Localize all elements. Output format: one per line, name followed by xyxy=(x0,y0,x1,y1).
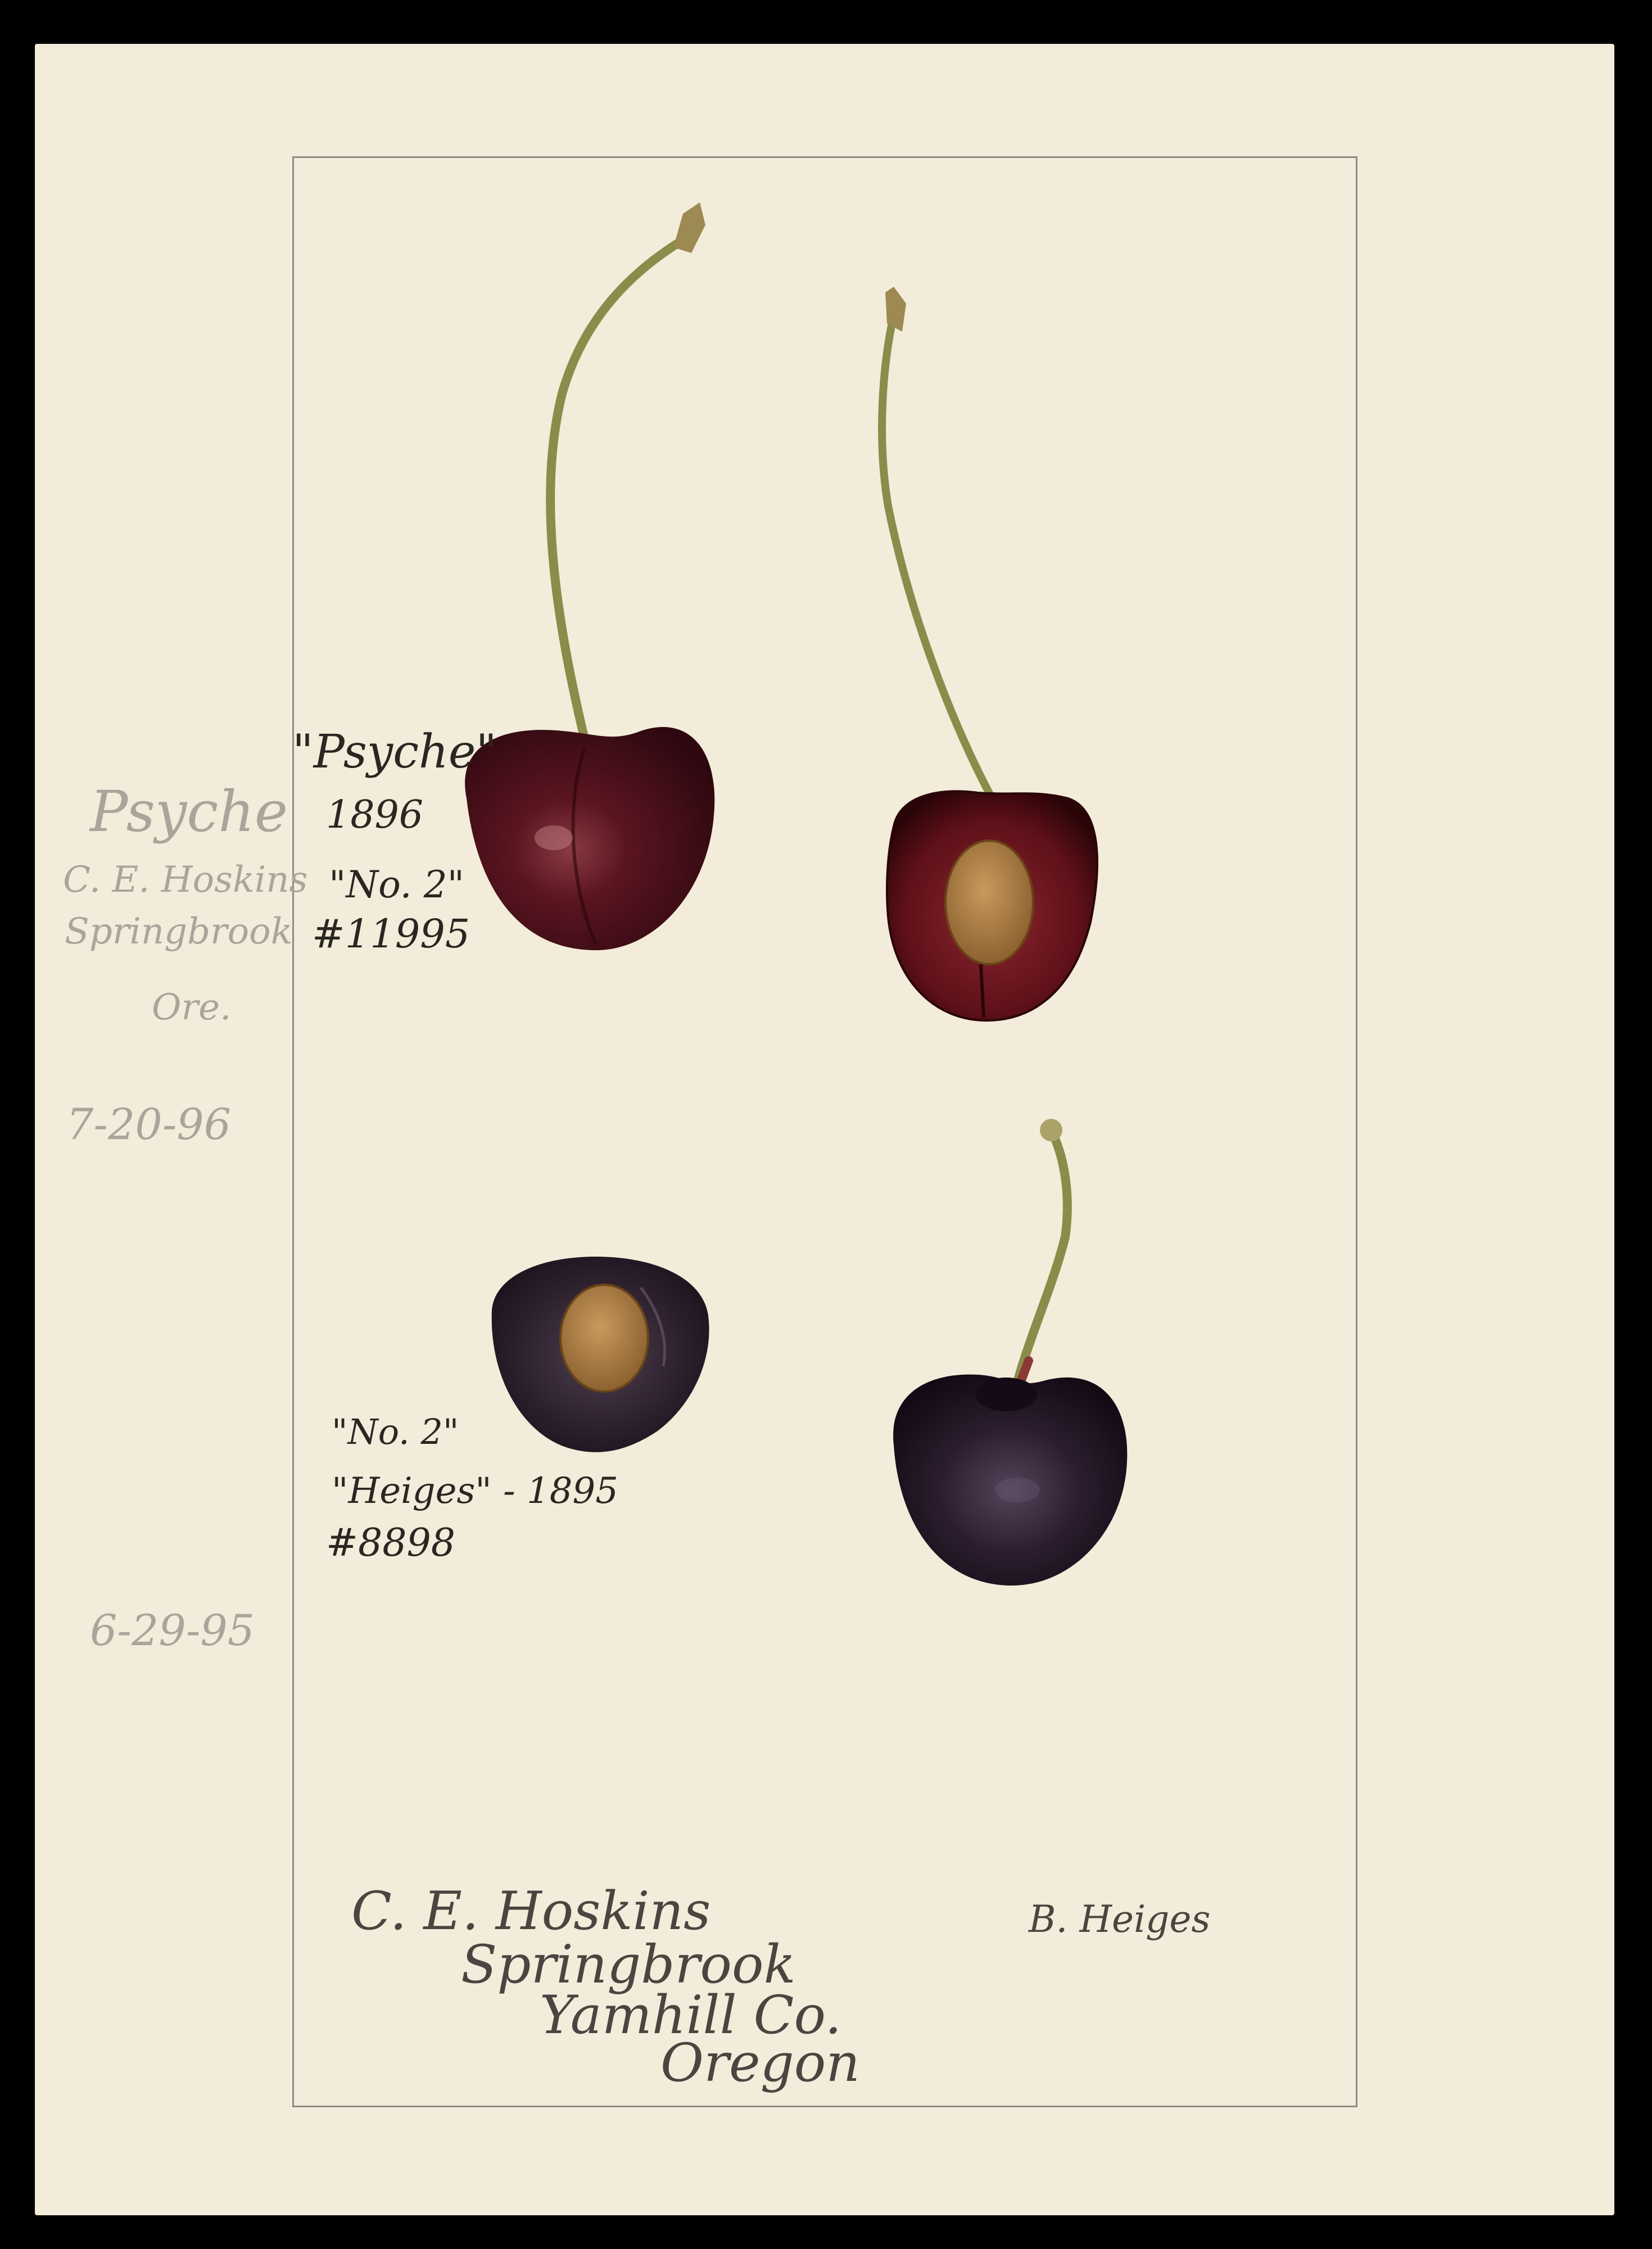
label-bottom-accession: #8898 xyxy=(326,1521,456,1565)
halved-cherry-icon xyxy=(882,287,1097,1020)
signature-place: Springbrook xyxy=(461,1934,796,1995)
label-bottom-number: "No. 2" xyxy=(332,1411,459,1452)
pencil-date-2: 6-29-95 xyxy=(90,1605,255,1655)
cherry-pit-view-icon xyxy=(492,1257,709,1452)
label-top-number: "No. 2" xyxy=(329,863,464,906)
signature-grower: C. E. Hoskins xyxy=(351,1881,711,1942)
whole-cherry-icon xyxy=(465,202,714,950)
pencil-variety: Psyche xyxy=(90,779,288,844)
pencil-date-1: 7-20-96 xyxy=(66,1099,232,1149)
signature-state: Oregon xyxy=(660,2033,860,2094)
pencil-place: Springbrook xyxy=(65,911,293,952)
label-top-name: "Psyche" xyxy=(292,725,497,779)
signature-county: Yamhill Co. xyxy=(540,1985,842,2046)
label-bottom-name-year: "Heiges" - 1895 xyxy=(332,1470,618,1512)
pencil-state: Ore. xyxy=(152,987,232,1028)
label-top-accession: #11995 xyxy=(312,911,470,957)
artist-signature: B. Heiges xyxy=(1029,1898,1211,1941)
whole-dark-cherry-icon xyxy=(893,1119,1127,1586)
label-top-year: 1896 xyxy=(326,793,424,837)
pencil-grower: C. E. Hoskins xyxy=(63,859,308,901)
